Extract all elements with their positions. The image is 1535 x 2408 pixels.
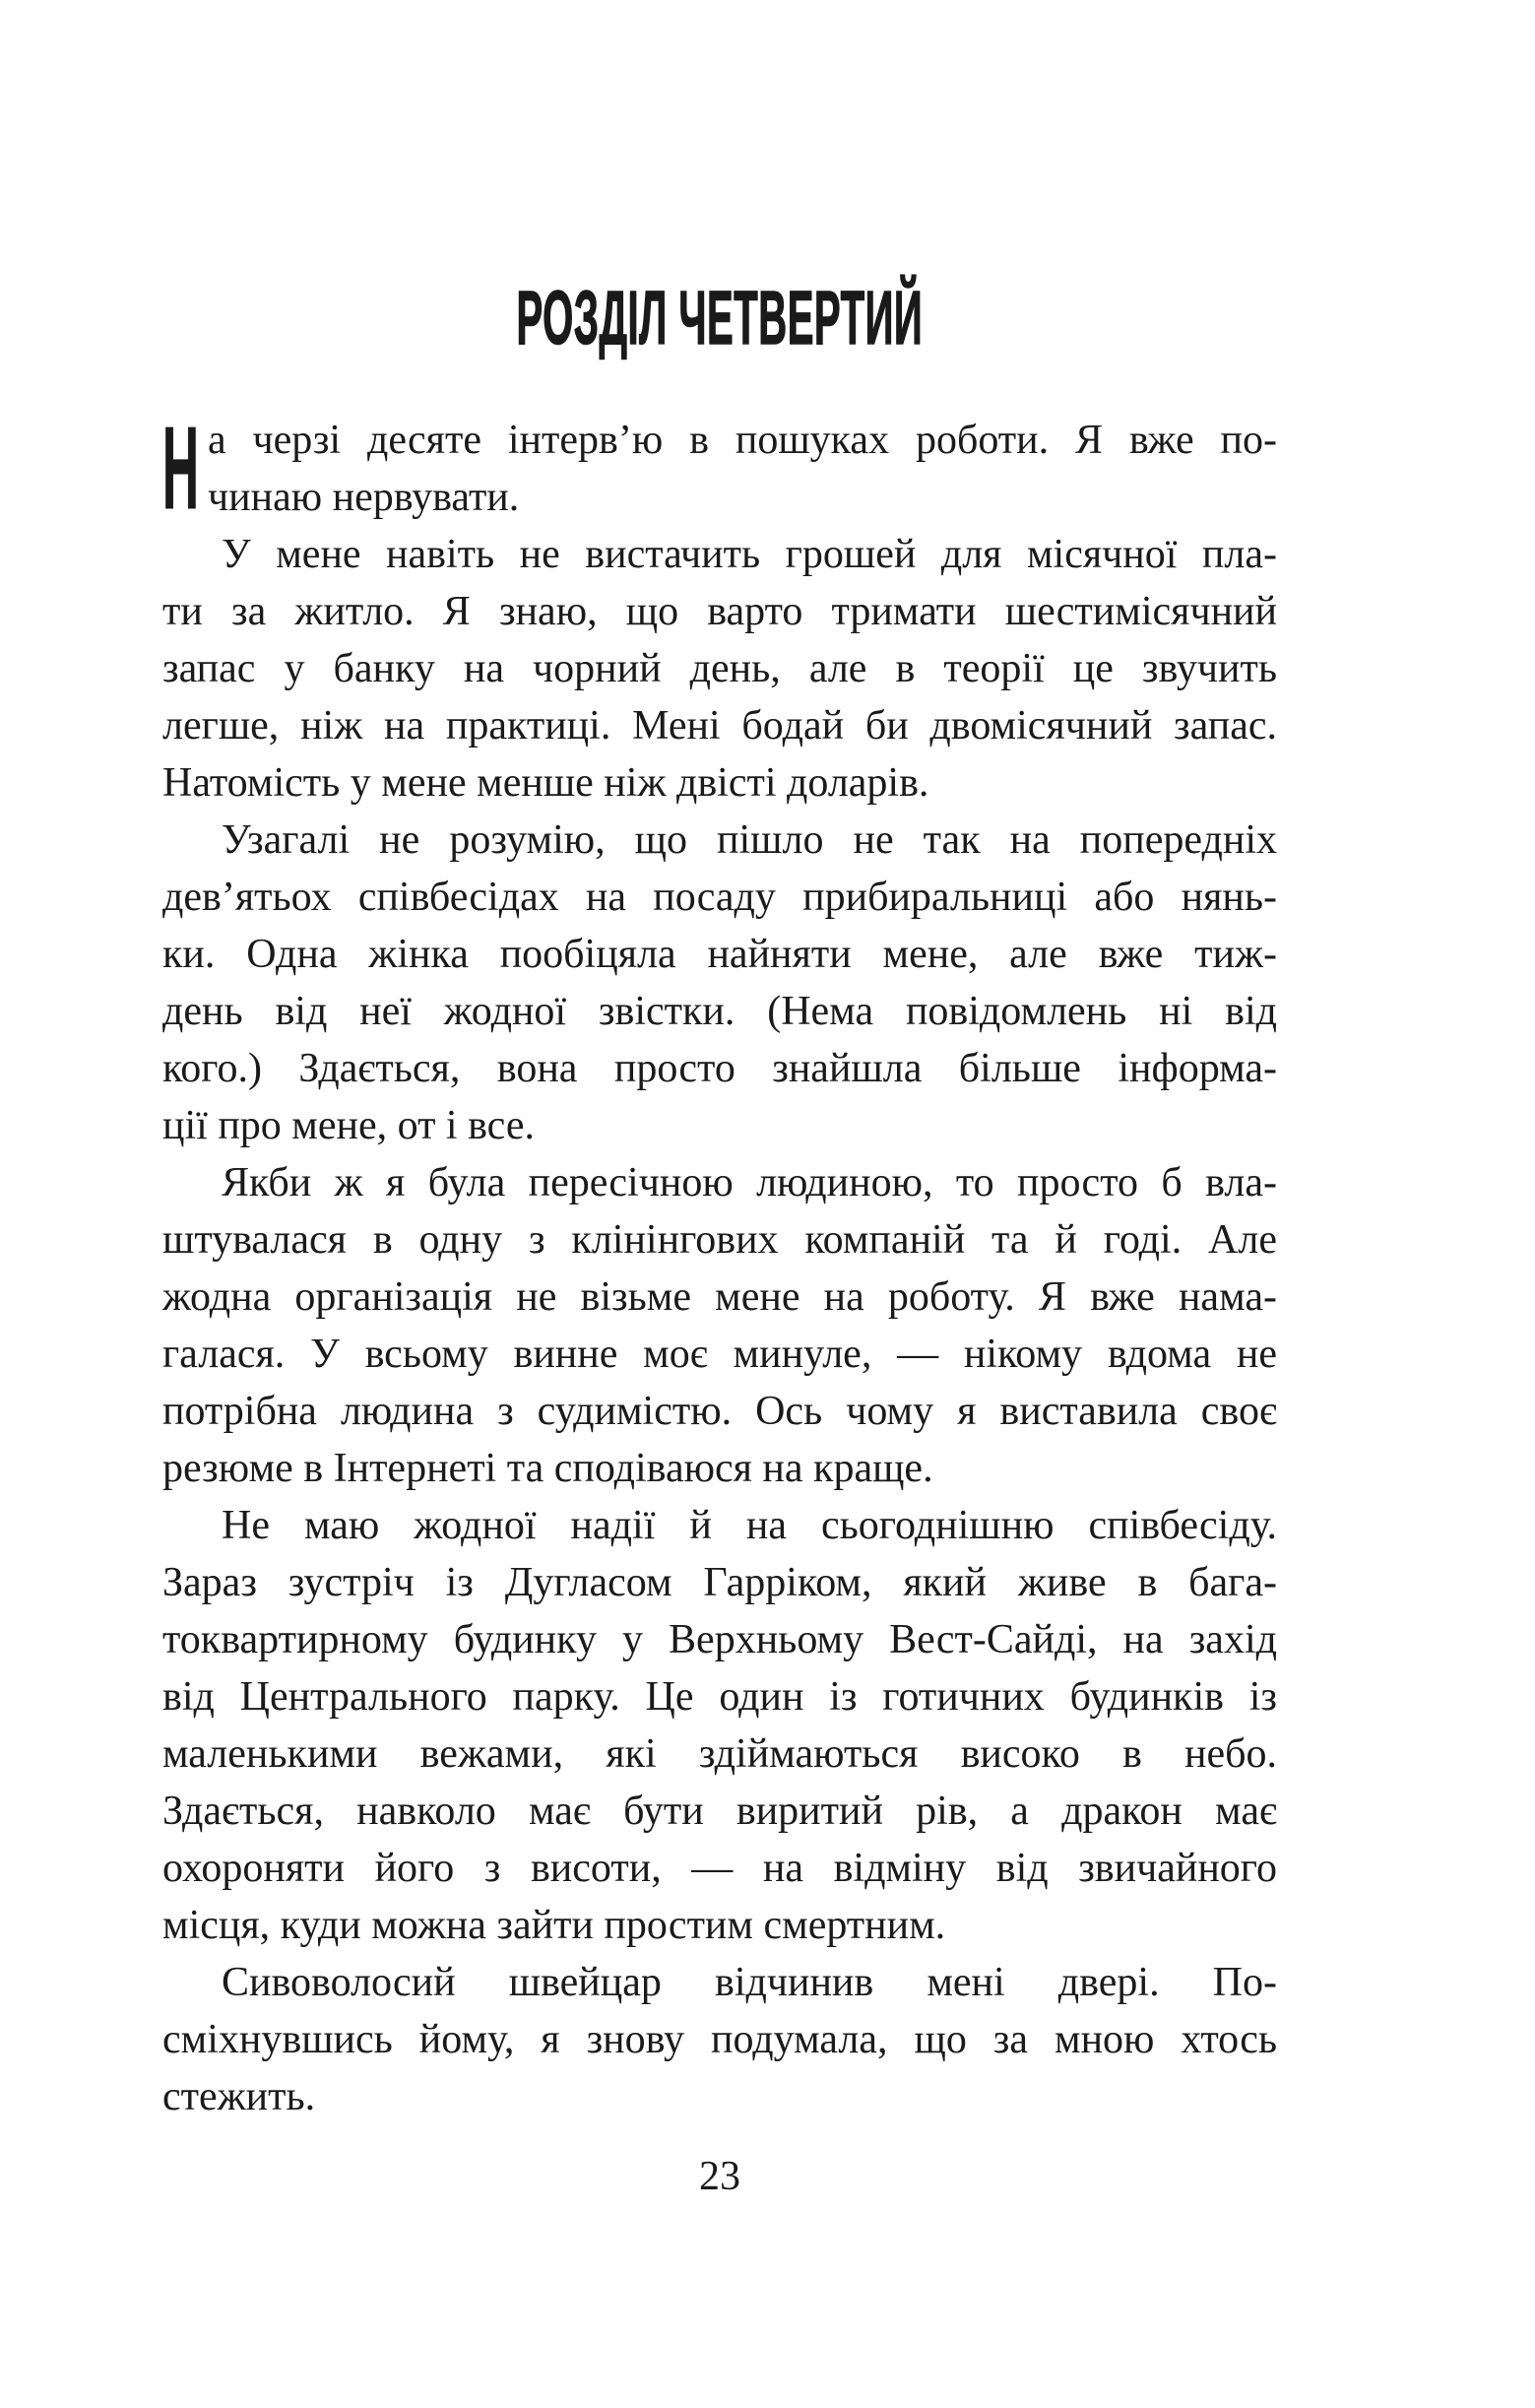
text-line: штувалася в одну з клінінгових компаній та й годі. Але — [162, 1217, 1277, 1263]
text-line: сміхнувшись йому, я знову подумала, що за мною хтось — [162, 2017, 1277, 2062]
text-line: від Центрального парку. Це один із готичних будинків із — [162, 1674, 1277, 1720]
text-line: жодна організація не візьме мене на роботу. Я вже нама- — [162, 1274, 1277, 1320]
body-text — [162, 403, 1277, 2125]
chapter-title-text: РОЗДІЛ ЧЕТВЕРТИЙ — [516, 276, 924, 360]
text-line: легше, ніж на практиці. Мені бодай би двомісячний запас. — [162, 703, 1277, 748]
text-line: чинаю нервувати. — [208, 475, 520, 520]
text-line: Узагалі не розумію, що пішло не так на попередніх — [222, 817, 1277, 863]
text-line: резюме в Інтернеті та сподіваюся на краще. — [162, 1446, 933, 1491]
text-line: запас у банку на чорний день, але в теорії це звучить — [162, 646, 1277, 691]
text-line: дев’ятьох співбесідах на посаду прибиральниці або нянь- — [162, 875, 1277, 920]
text-line: Здається, навколо має бути виритий рів, а дракон має — [162, 1789, 1277, 1834]
text-line: охороняти його з висоти, — на відміну від звичайного — [162, 1846, 1277, 1891]
text-line: а черзі десяте інтерв’ю в пошуках роботи. Я вже по- — [208, 418, 1277, 463]
text-line: Натомість у мене менше ніж двісті доларів. — [162, 760, 929, 806]
text-line: ки. Одна жінка пообіцяла найняти мене, але вже тиж- — [162, 932, 1277, 977]
text-line: день від неї жодної звістки. (Нема повідомлень ні від — [162, 989, 1277, 1034]
text-line: галася. У всьому винне моє минуле, — нікому вдома не — [162, 1332, 1277, 1377]
text-line: У мене навіть не вистачить грошей для місячної пла- — [222, 532, 1277, 577]
drop-cap: Н — [162, 403, 199, 534]
text-line: ти за житло. Я знаю, що варто тримати шестимісячний — [162, 589, 1277, 634]
text-line: токвартирному будинку у Верхньому Вест-Сайді, на захід — [162, 1617, 1277, 1662]
text-line: маленькими вежами, які здіймаються високо в небо. — [162, 1731, 1277, 1777]
page-number: 23 — [699, 2154, 740, 2199]
text-line: Сивоволосий швейцар відчинив мені двері. По- — [222, 1960, 1277, 2005]
text-line: потрібна людина з судимістю. Ось чому я виставила своє — [162, 1389, 1277, 1434]
text-line: місця, куди можна зайти простим смертним. — [162, 1903, 946, 1948]
text-line: стежить. — [162, 2074, 316, 2119]
text-line: Не маю жодної надії й на сьогоднішню співбесіду. — [222, 1503, 1277, 1548]
chapter-title — [162, 274, 1277, 362]
text-line: ції про мене, от і все. — [162, 1103, 535, 1148]
text-line: кого.) Здається, вона просто знайшла більше інформа- — [162, 1046, 1277, 1091]
text-line: Якби ж я була пересічною людиною, то просто б вла- — [222, 1160, 1277, 1205]
text-line: Зараз зустріч із Дугласом Гарріком, який живе в бага- — [162, 1560, 1277, 1605]
